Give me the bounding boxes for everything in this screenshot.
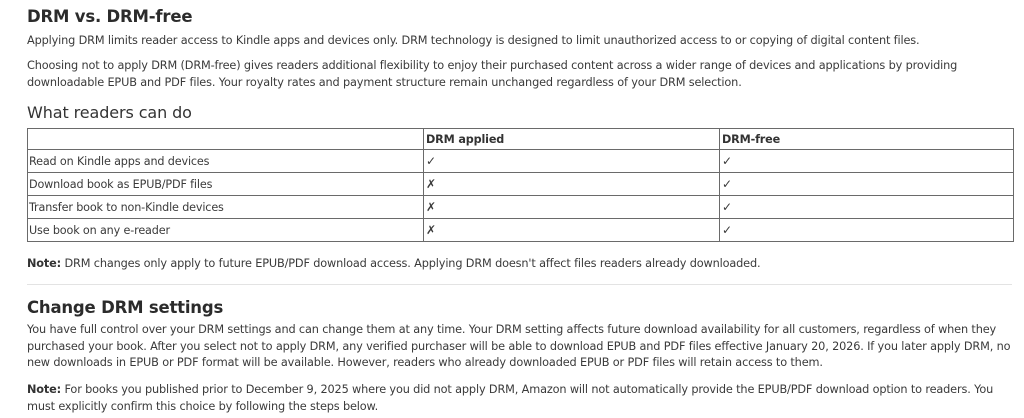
section-title-change-drm-settings: Change DRM settings [27,298,224,317]
check-icon: ✓ [720,173,1014,196]
drm-free-description-paragraph: Choosing not to apply DRM (DRM-free) gives readers additional flexibility to enjoy their purchased content across a wider range of devices and applications by providing downloadable EPUB and PDF files. Your royalty rates and payment structure remain unchanged regardless of your DRM selection. [27,59,958,89]
table-heading: What readers can do [27,103,192,122]
column-header-drm-applied: DRM applied [424,129,720,150]
note-text: DRM changes only apply to future EPUB/PDF download access. Applying DRM doesn't affect files readers already downloaded. [61,257,761,270]
change-drm-note [27,382,1017,415]
check-icon: ✓ [720,196,1014,219]
column-header-drm-free: DRM-free [720,129,1014,150]
feature-cell: Download book as EPUB/PDF files [28,173,424,196]
note-label: Note: [27,383,62,396]
note-text: For books you published prior to December 9, 2025 where you did not apply DRM, Amazon will not automatically provide the EPUB/PDF download option to readers. You must explicitly confirm this choice by following the steps below. [27,383,994,413]
table-row [28,150,1014,173]
table-row [28,219,1014,242]
table-header-row [28,129,1014,150]
cross-icon: ✗ [424,173,720,196]
table-row [28,196,1014,219]
feature-cell: Read on Kindle apps and devices [28,150,424,173]
reader-capabilities-table [27,128,1014,242]
drm-description-paragraph: Applying DRM limits reader access to Kindle apps and devices only. DRM technology is designed to limit unauthorized access to or copying of digital content files. [27,34,920,47]
section-divider [27,284,1012,285]
column-header-feature [28,129,424,150]
check-icon: ✓ [720,150,1014,173]
section-title-drm-vs-drm-free: DRM vs. DRM-free [27,7,193,26]
check-icon: ✓ [720,219,1014,242]
cross-icon: ✗ [424,196,720,219]
feature-cell: Use book on any e-reader [28,219,424,242]
feature-cell: Transfer book to non-Kindle devices [28,196,424,219]
table-row [28,173,1014,196]
check-icon: ✓ [424,150,720,173]
cross-icon: ✗ [424,219,720,242]
drm-note [27,256,1017,273]
change-drm-paragraph: You have full control over your DRM settings and can change them at any time. Your DRM setting affects future download availability for all customers, regardless of when they purchased your book. After you select not to apply DRM, any verified purchaser will be able to download EPUB and PDF files effective January 20, 2026. If you later apply DRM, no new downloads in EPUB or PDF format will be available. However, readers who already downloaded EPUB or PDF files will retain access to them. [27,323,1011,369]
note-label: Note: [27,257,62,270]
